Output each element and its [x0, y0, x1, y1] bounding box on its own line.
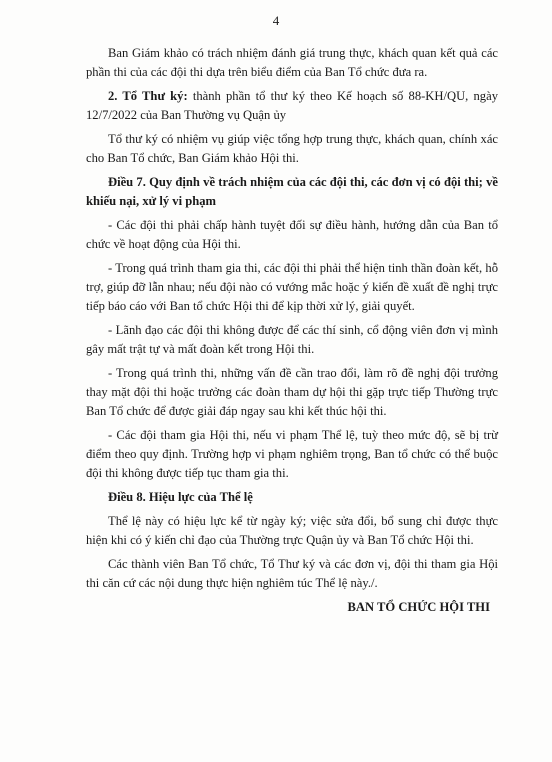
document-body — [86, 44, 498, 622]
paragraph-implementation: Các thành viên Ban Tổ chức, Tổ Thư ký và các đơn vị, đội thi tham gia Hội thi căn cứ các nội dung thực hiện nghiêm túc Thể lệ này./. — [86, 557, 498, 590]
page-number: 4 — [272, 13, 280, 28]
secretariat-label: 2. Tổ Thư ký: — [108, 89, 193, 103]
rule-item-5: - Các đội tham gia Hội thi, nếu vi phạm Thể lệ, tuỳ theo mức độ, sẽ bị trừ điểm theo quy định. Trường hợp vi phạm nghiêm trọng, Ban tổ chức có thể buộc đội thi không được tiếp tục tham gia thi. — [86, 428, 498, 480]
signature-organizer: BAN TỔ CHỨC HỘI THI — [347, 600, 490, 614]
paragraph-jury-responsibility: Ban Giám khảo có trách nhiệm đánh giá trung thực, khách quan kết quả các phần thi của các đội thi dựa trên biểu điểm của Ban Tổ chức đưa ra. — [86, 46, 498, 79]
article-8-heading: Điều 8. Hiệu lực của Thể lệ — [108, 490, 253, 504]
rule-item-4: - Trong quá trình thi, những vấn đề cần trao đổi, làm rõ đề nghị đội trưởng thay mặt đội thi hoặc trưởng các đoàn tham dự hội thi gặp trực tiếp Thường trực Ban Tổ chức để được giải đáp ngay sau khi kết thúc hội thi. — [86, 366, 498, 418]
rule-item-3: - Lãnh đạo các đội thi không được để các thí sinh, cổ động viên đơn vị mình gây mất trật tự và mất đoàn kết trong Hội thi. — [86, 323, 498, 356]
paragraph-secretariat — [86, 87, 498, 125]
rule-item-1: - Các đội thi phải chấp hành tuyệt đối sự điều hành, hướng dẫn của Ban tổ chức về hoạt động của Hội thi. — [86, 218, 498, 251]
secretariat-text: thành phần tổ thư ký theo Kế hoạch số 88-KH/QU, ngày 12/7/2022 của Ban Thường vụ Quận ủy — [86, 89, 498, 122]
article-7-heading: Điều 7. Quy định về trách nhiệm của các đội thi, các đơn vị có đội thi; về khiếu nại, xử lý vi phạm — [86, 175, 498, 208]
paragraph-secretariat-duty: Tổ thư ký có nhiệm vụ giúp việc tổng hợp trung thực, khách quan, chính xác cho Ban Tổ chức, Ban Giám khảo Hội thi. — [86, 132, 498, 165]
rule-item-2: - Trong quá trình tham gia thi, các đội thi phải thể hiện tinh thần đoàn kết, hỗ trợ, giúp đỡ lẫn nhau; nếu đội nào có vướng mắc hoặc ý kiến đề xuất đề nghị trực tiếp báo cáo với Ban tổ chức Hội thi để kịp thời xử lý, giải quyết. — [86, 261, 498, 313]
paragraph-effect: Thể lệ này có hiệu lực kể từ ngày ký; việc sửa đổi, bổ sung chỉ được thực hiện khi có ý kiến chỉ đạo của Thường trực Quận ủy và Ban Tổ chức Hội thi. — [86, 514, 498, 547]
